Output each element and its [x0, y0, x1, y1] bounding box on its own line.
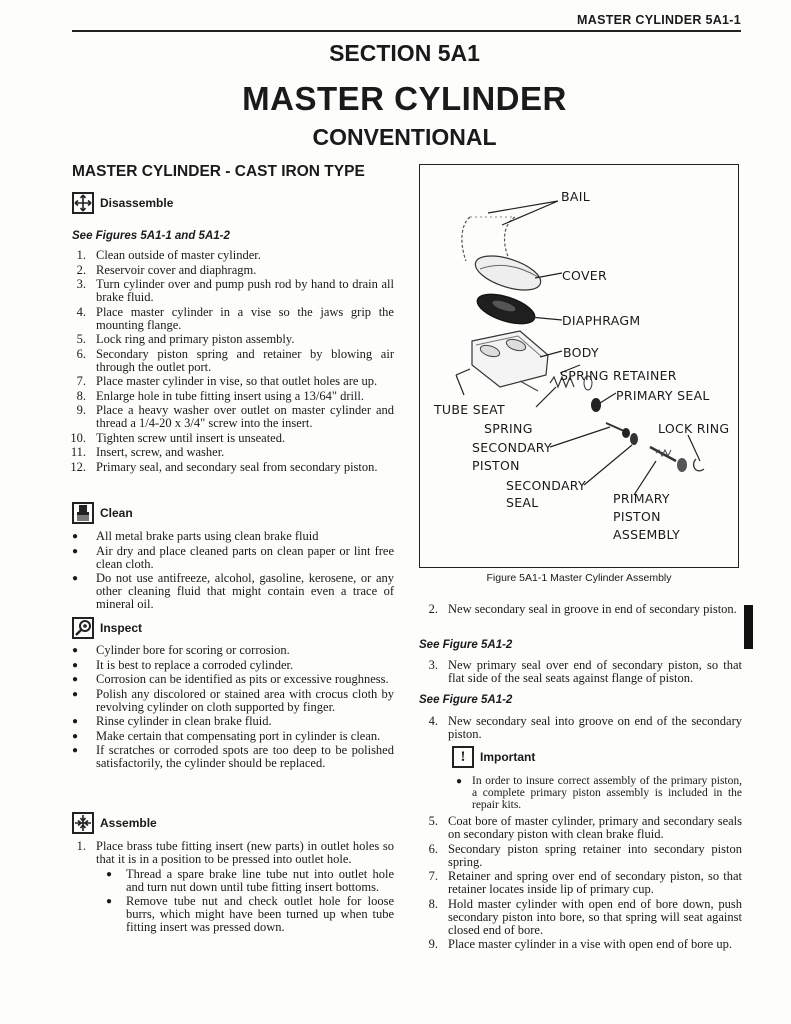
label-tube-seat: TUBE SEAT [434, 402, 505, 417]
list-item: 6. Secondary piston spring retainer into secondary piston spring. [428, 841, 742, 869]
assemble-heading [72, 812, 157, 834]
clean-bullets [66, 530, 394, 613]
label-primary-piston-line2: PISTON [613, 509, 661, 524]
assemble-step-4 [418, 715, 742, 743]
clean-label: Clean [100, 506, 133, 520]
exclamation-icon: ! [452, 746, 474, 768]
cast-iron-heading: MASTER CYLINDER - CAST IRON TYPE [72, 163, 365, 180]
see-figure-reference: See Figure 5A1-2 [419, 694, 513, 706]
running-header [72, 10, 741, 32]
section-tab-marker [744, 605, 753, 649]
list-item: 7. Retainer and spring over end of secondary piston, so that retainer locates inside lip of primary cup. [428, 869, 742, 896]
list-item: ● Make certain that compensating port in cylinder is clean. [72, 728, 381, 743]
label-cover: COVER [562, 268, 607, 283]
important-label: Important [480, 750, 536, 764]
important-note [448, 775, 742, 813]
list-item: 10. Tighten screw until insert is unseated. [70, 430, 286, 445]
list-item: ● Do not use antifreeze, alcohol, gasoline, kerosene, or any other cleaning fluid that might contain even a trace of mineral oil. [72, 571, 394, 611]
figure-caption: Figure 5A1-1 Master Cylinder Assembly [486, 572, 672, 584]
assemble-label: Assemble [100, 816, 157, 830]
assemble-steps [66, 840, 394, 936]
disassemble-icon [72, 192, 94, 214]
list-item: 7. Place master cylinder in vise, so that outlet holes are up. [76, 374, 378, 388]
label-bail: BAIL [561, 189, 590, 204]
running-header-text: MASTER CYLINDER 5A1-1 [577, 13, 741, 27]
page-subtitle: CONVENTIONAL [312, 124, 497, 150]
section-number: SECTION 5A1 [329, 40, 480, 66]
see-figure-reference: See Figure 5A1-2 [419, 639, 513, 651]
list-item: 9. Place a heavy washer over outlet on master cylinder and thread a 1/4-20 x 3/4" screw into the insert. [76, 403, 394, 430]
label-lock-ring: LOCK RING [658, 421, 730, 436]
list-item: 3. New primary seal over end of secondary piston, so that flat side of the seal seats against flange of piston. [428, 658, 742, 685]
disassemble-steps [66, 249, 394, 475]
list-item: 8. Enlarge hole in tube fitting insert using a 13/64" drill. [76, 388, 365, 403]
list-item: ● Air dry and place cleaned parts on clean paper or lint free clean cloth. [72, 543, 394, 571]
list-item: 1. Place brass tube fitting insert (new parts) in outlet holes so that it is in a position to be pressed into outlet hole. [76, 839, 394, 866]
label-secondary-seal-line1: SECONDARY [506, 478, 586, 493]
inspect-bullets [66, 644, 394, 772]
inspect-label: Inspect [100, 621, 143, 635]
clean-heading [72, 502, 133, 524]
list-item: 5. Coat bore of master cylinder, primary and secondary seals on secondary piston with clean brake fluid. [428, 814, 742, 841]
list-item: ● All metal brake parts using clean brake fluid [72, 529, 319, 543]
list-item: ● If scratches or corroded spots are too deep to be polished satisfactorily, the cylinder should be replaced. [72, 743, 394, 770]
list-item: 4. Place master cylinder in a vise so the jaws grip the mounting flange. [76, 304, 394, 332]
magnifier-icon [72, 617, 94, 639]
label-spring: SPRING [484, 421, 533, 436]
important-heading [452, 746, 535, 768]
list-item: 2. New secondary seal in groove in end of secondary piston. [428, 602, 737, 616]
exploded-view-drawing [420, 165, 737, 566]
assemble-step-2 [418, 603, 742, 618]
list-item: 5. Lock ring and primary piston assembly. [76, 332, 295, 346]
inspect-heading [72, 617, 142, 639]
list-item: ● It is best to replace a corroded cylinder. [72, 657, 294, 672]
brush-icon [72, 502, 94, 524]
list-item: 3. Turn cylinder over and pump push rod by hand to drain all brake fluid. [76, 277, 394, 304]
list-item: 4. New secondary seal into groove on end of the secondary piston. [428, 714, 742, 741]
assemble-step-3 [418, 659, 742, 687]
label-body: BODY [563, 345, 599, 360]
label-secondary-seal-line2: SEAL [506, 495, 539, 510]
list-item: 2. Reservoir cover and diaphragm. [76, 262, 257, 277]
list-item: 6. Secondary piston spring and retainer by blowing air through the outlet port. [76, 346, 394, 374]
label-primary-piston-line1: PRIMARY [613, 491, 670, 506]
list-item: 1. Clean outside of master cylinder. [76, 248, 261, 262]
list-item: 11. Insert, screw, and washer. [70, 445, 225, 459]
list-item: ● Corrosion can be identified as pits or excessive roughness. [72, 672, 389, 686]
list-item: ● In order to insure correct assembly of the primary piston, a complete primary piston assembly is included in the repair kits. [456, 775, 742, 811]
list-item: ● Cylinder bore for scoring or corrosion. [72, 643, 290, 657]
list-item: ● Rinse cylinder in clean brake fluid. [72, 714, 272, 728]
list-item: 12. Primary seal, and secondary seal from secondary piston. [70, 459, 378, 474]
disassemble-heading [72, 192, 173, 214]
disassemble-label: Disassemble [100, 196, 174, 210]
label-primary-seal: PRIMARY SEAL [616, 388, 710, 403]
label-secondary-piston-line2: PISTON [472, 458, 520, 473]
label-spring-retainer: SPRING RETAINER [560, 368, 677, 383]
list-item: ● Remove tube nut and check outlet hole for loose burrs, which might have been turned up when tube fitting insert was pressed down. [105, 894, 394, 934]
label-primary-piston-line3: ASSEMBLY [613, 527, 681, 542]
label-secondary-piston-line1: SECONDARY [472, 440, 552, 455]
list-item: 9. Place master cylinder in a vise with open end of bore up. [428, 937, 732, 951]
list-item: ● Polish any discolored or stained area with crocus cloth by revolving cylinder on cloth supported by finger. [72, 686, 394, 714]
assemble-icon [72, 812, 94, 834]
list-item: 8. Hold master cylinder with open end of bore down, push secondary piston into bore, so that spring will seat against closed end of bore. [428, 896, 742, 937]
label-diaphragm: DIAPHRAGM [562, 313, 641, 328]
page-title: MASTER CYLINDER [242, 80, 567, 117]
figure-master-cylinder-assembly [419, 164, 739, 568]
see-figures-reference: See Figures 5A1-1 and 5A1-2 [72, 230, 230, 242]
list-item: ● Thread a spare brake line tube nut into outlet hole and turn nut down until tube fitting insert bottoms. [105, 866, 394, 894]
assemble-steps-continued [418, 815, 742, 953]
